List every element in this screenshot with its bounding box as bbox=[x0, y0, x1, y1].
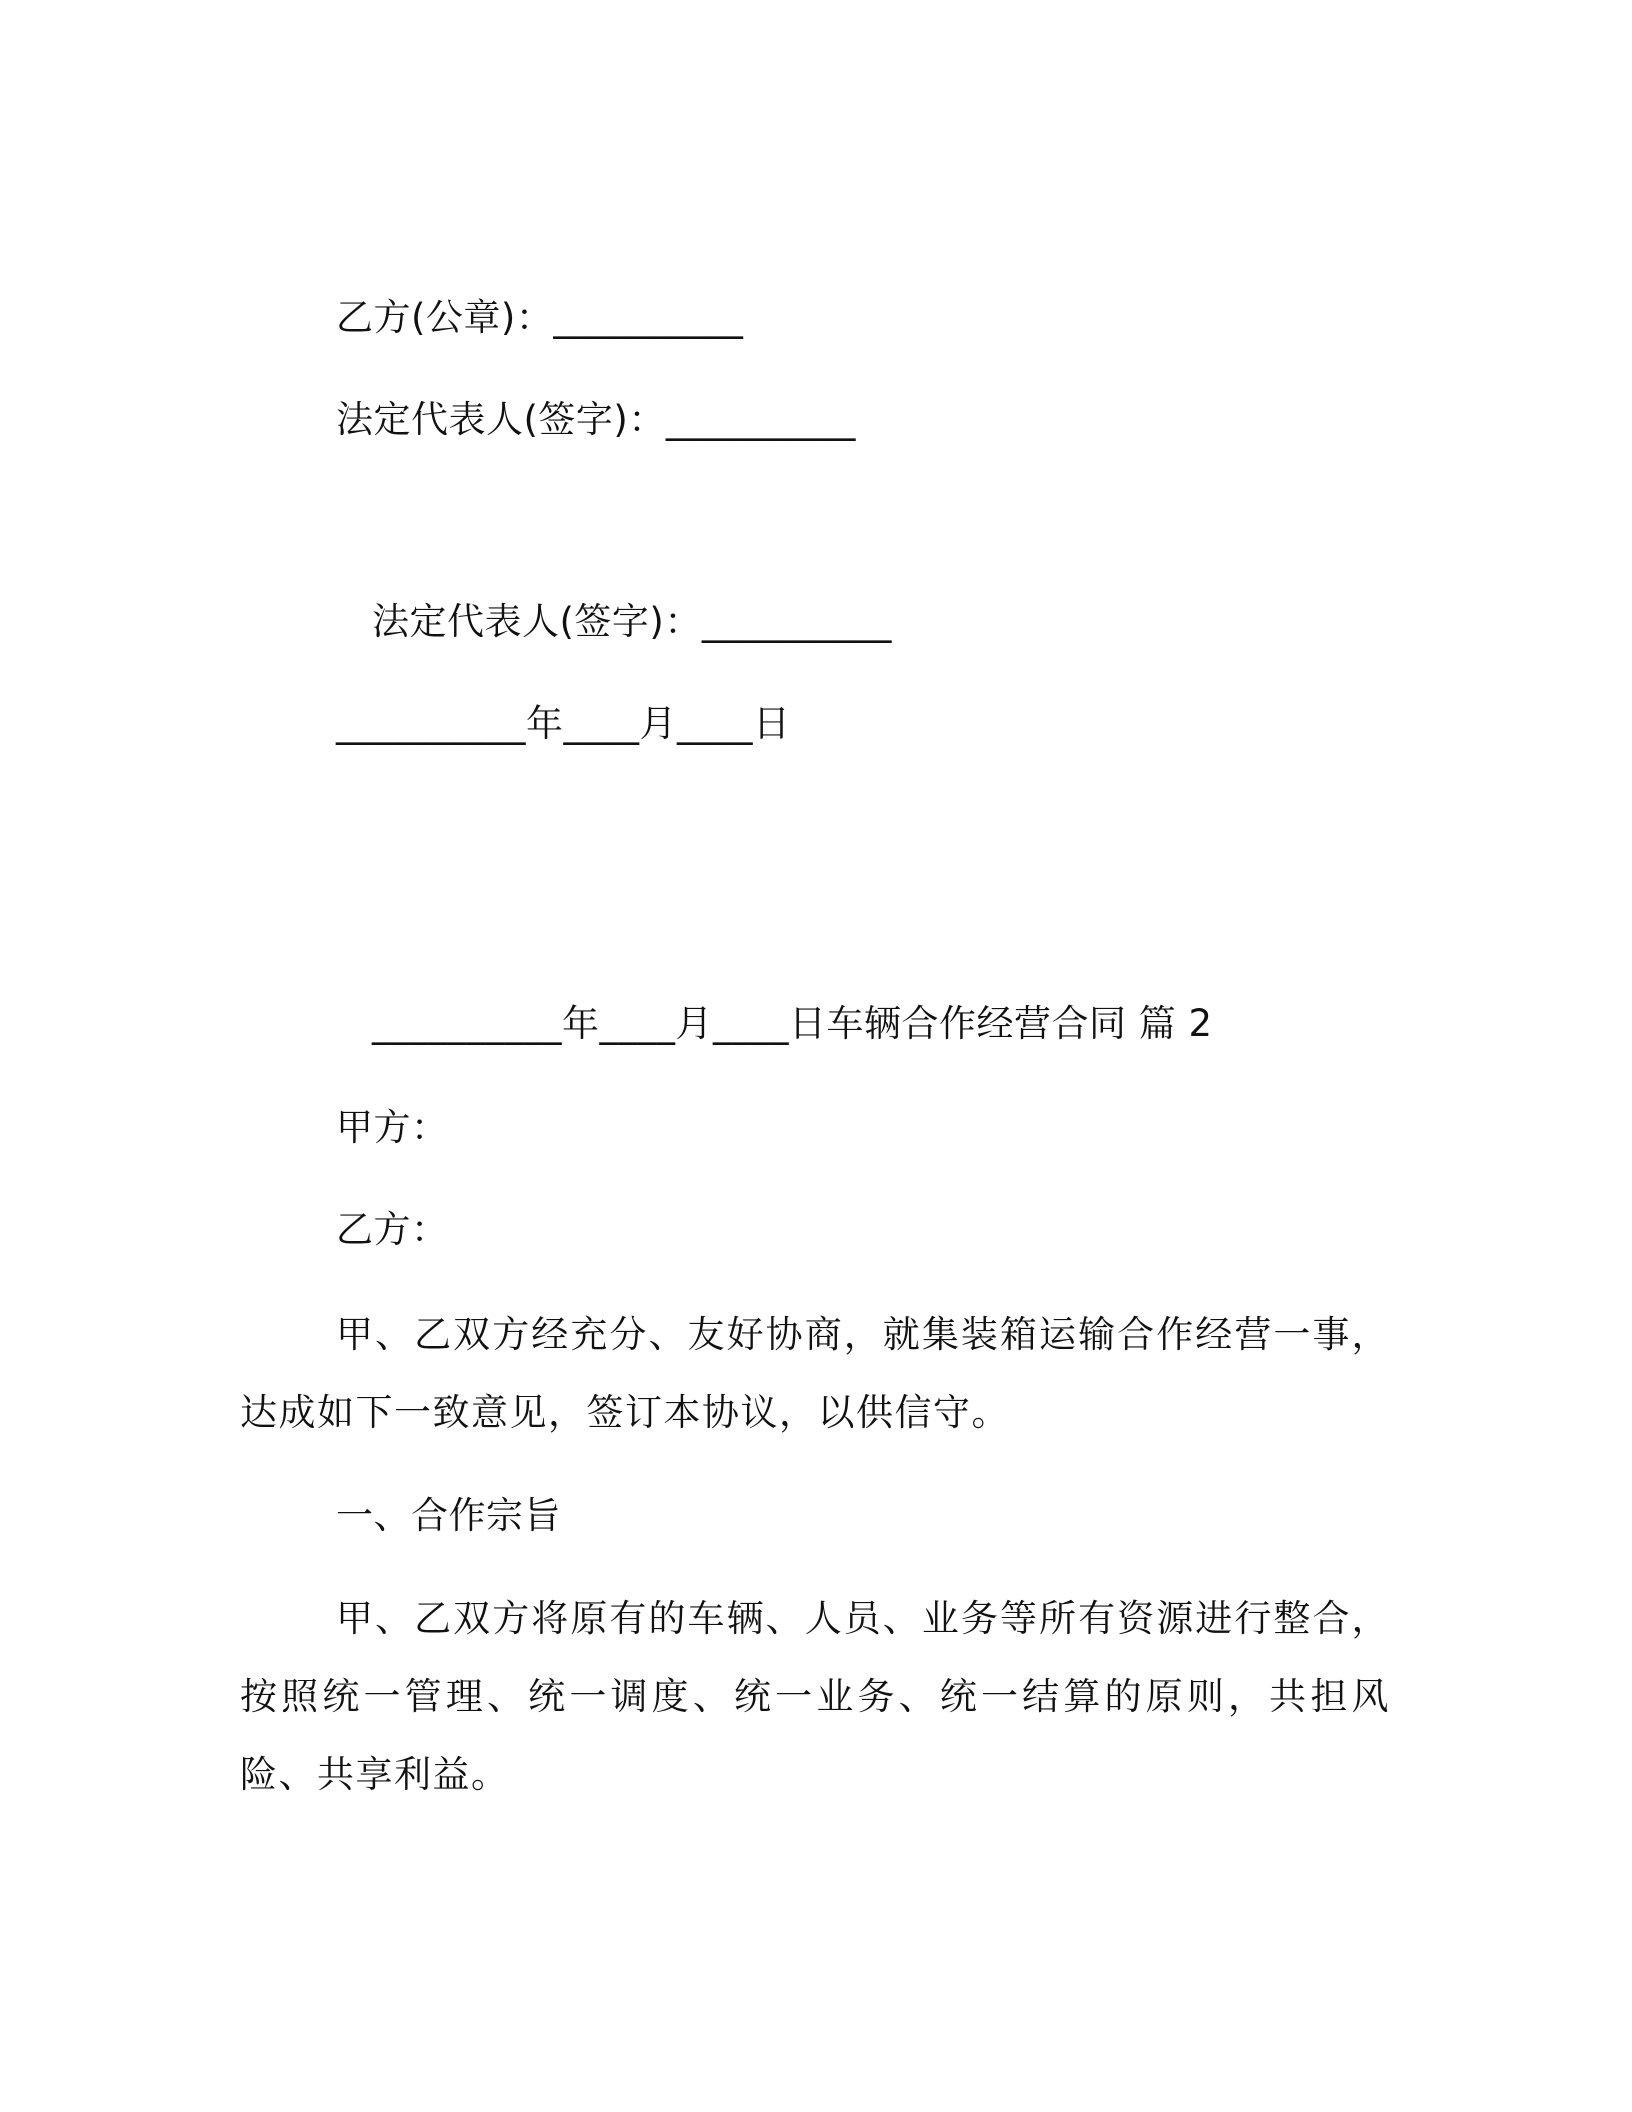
legal-rep-signature-line-1: 法定代表人(签字)：__________ bbox=[336, 398, 856, 441]
party-a-label: 甲方： bbox=[336, 1106, 449, 1149]
contract-title: __________年____月____日车辆合作经营合同 篇 2 bbox=[372, 1002, 1213, 1045]
intro-paragraph: 甲、乙双方经充分、友好协商，就集装箱运输合作经营一事，达成如下一致意见，签订本协议，以供信守。 bbox=[240, 1313, 1390, 1434]
party-b-seal-line: 乙方(公章)：__________ bbox=[336, 296, 744, 339]
legal-rep-signature-line-2: 法定代表人(签字)：__________ bbox=[372, 600, 892, 643]
section-1-body: 甲、乙双方将原有的车辆、人员、业务等所有资源进行整合，按照统一管理、统一调度、统一业务、统一结算的原则，共担风险、共享利益。 bbox=[240, 1597, 1390, 1796]
signature-date-line: __________年____月____日 bbox=[336, 702, 791, 745]
party-b-label: 乙方： bbox=[336, 1208, 449, 1251]
section-1-heading: 一、合作宗旨 bbox=[336, 1494, 561, 1537]
